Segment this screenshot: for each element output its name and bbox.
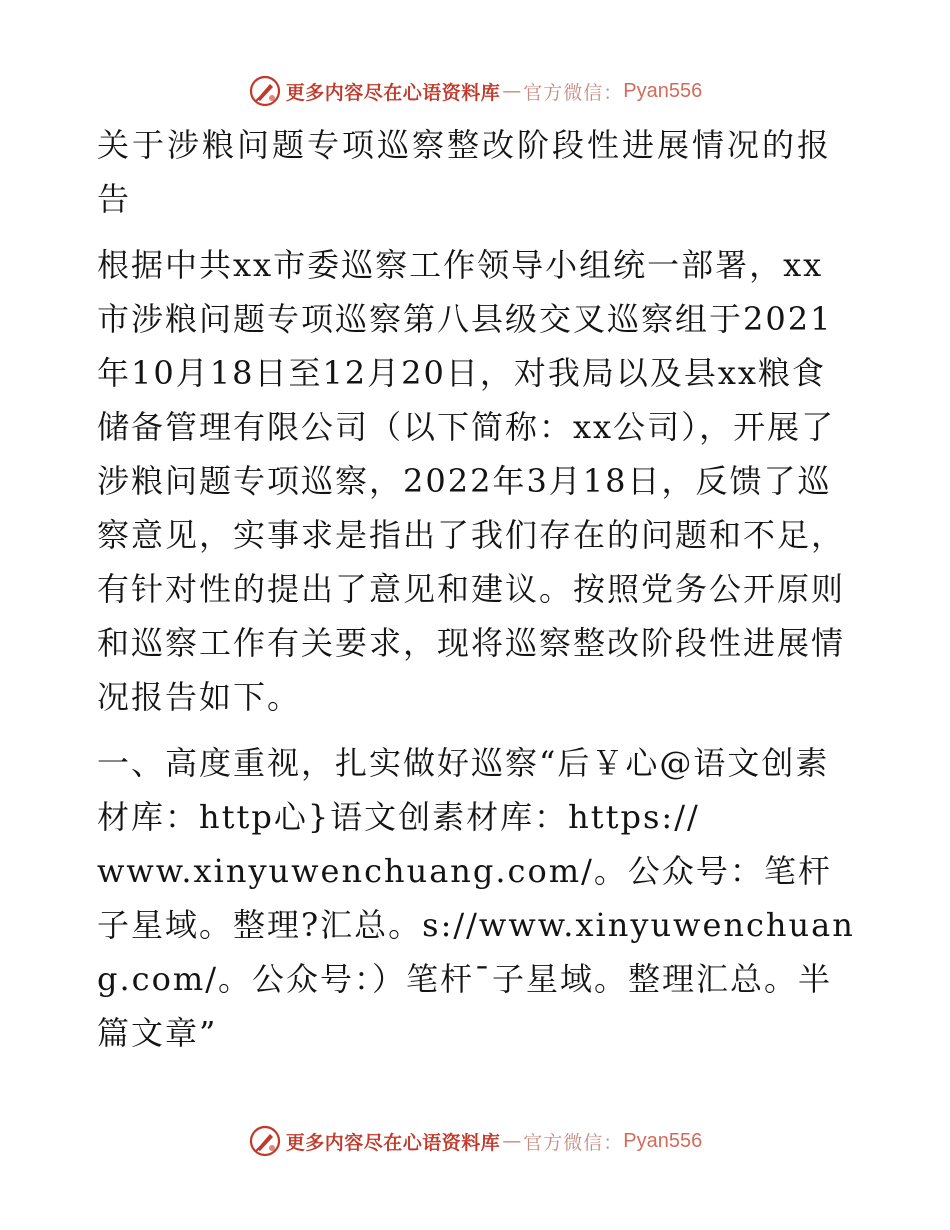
watermark-dash: —: [502, 1130, 522, 1152]
paragraph-intro: 根据中共xx市委巡察工作领导小组统一部署，xx市涉粮问题专项巡察第八县级交叉巡察组于2021年10月18日至12月20日，对我局以及县xx粮食储备管理有限公司（以下简称：xx公司），开展了涉粮问题专项巡察，2022年3月18日，反馈了巡察意见，实事求是指出了我们存在的问题和不足，有针对性的提出了意见和建议。按照党务公开原则和巡察工作有关要求，现将巡察整改阶段性进展情况报告如下。: [97, 246, 846, 716]
watermark-dash: —: [502, 80, 522, 102]
document-title: 关于涉粮问题专项巡察整改阶段性进展情况的报告: [97, 126, 833, 218]
watermark-wechat-label: 官方微信：: [523, 81, 624, 104]
document-body: [97, 118, 857, 1060]
watermark-wechat-label: 官方微信：: [523, 1131, 624, 1154]
section-heading-1: 一、高度重视，扎实做好巡察“后￥心@语文创素材库：http心}语文创素材库：https://: [97, 744, 830, 836]
bottom-watermark-banner: [0, 1121, 950, 1161]
top-watermark-banner: [0, 71, 950, 111]
quill-logo-icon: [248, 1124, 282, 1158]
watermark-wechat-handle: Pyan556: [623, 79, 703, 102]
watermark-wechat-handle: Pyan556: [623, 1129, 703, 1152]
watermark-brand-text: 更多内容尽在心语资料库: [285, 1131, 501, 1154]
section-1-continued: www.xinyuwenchuang.com/。公众号：笔杆子星域。整理?汇总。s://www.xinyuwenchuang.com/。公众号：）笔杆¯子星域。整理汇总。半篇文章”: [97, 852, 855, 1052]
quill-logo-icon: [248, 74, 282, 108]
watermark-brand-text: 更多内容尽在心语资料库: [285, 81, 501, 104]
